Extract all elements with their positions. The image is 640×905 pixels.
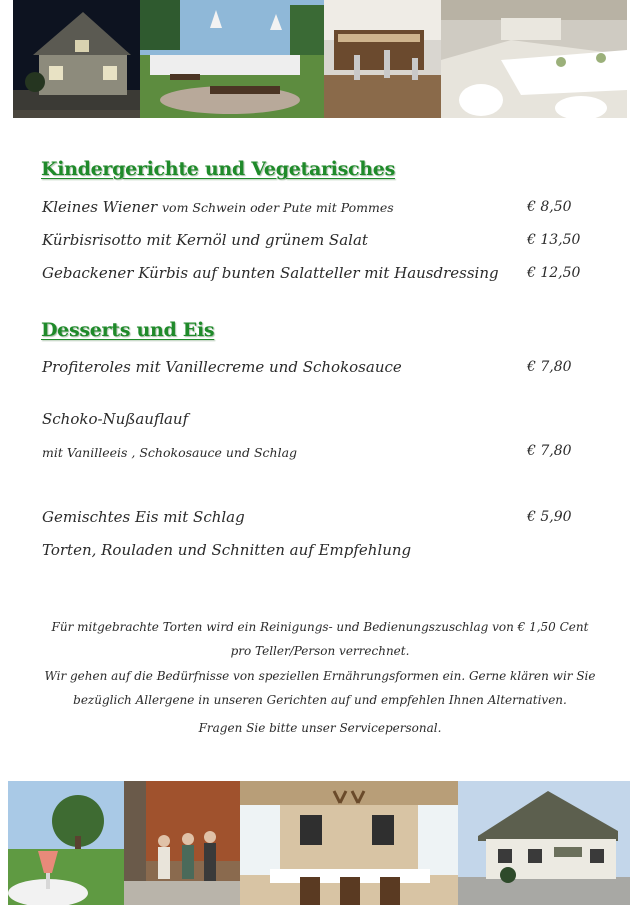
- menu-item-name: [42, 198, 394, 216]
- menu-item-detail: vom Schwein oder Pute mit Pommes: [162, 200, 394, 215]
- menu-item-name: Kürbisrisotto mit Kernöl und grünem Salat: [42, 231, 368, 249]
- photo-family-portrait: [124, 781, 240, 905]
- photo-bar-counter: [324, 0, 441, 118]
- note-surcharge: Für mitgebrachte Torten wird ein Reinigungs- und Bedienungszuschlag von € 1,50 Cent pro Teller/Person verrechnet.: [51, 620, 589, 658]
- menu-item-price: € 7,80: [527, 443, 572, 459]
- menu-item-name: Profiteroles mit Vanillecreme und Schokosauce: [42, 358, 402, 376]
- bottom-photo-strip: [8, 781, 630, 905]
- photo-garden-drink: [8, 781, 124, 905]
- photo-house-night: [13, 0, 140, 118]
- menu-item-price: € 12,50: [527, 265, 581, 281]
- menu-item-title: Kleines Wiener: [42, 198, 158, 216]
- menu-item-price: € 7,80: [527, 359, 572, 375]
- menu-item-name: Torten, Rouladen und Schnitten auf Empfehlung: [42, 541, 412, 559]
- photo-house-day: [458, 781, 630, 905]
- note-dietary: Wir gehen auf die Bedürfnisse von speziellen Ernährungsformen ein. Gerne klären wir Sie bezüglich Allergene in unseren Gerichten auf und empfehlen Ihnen Alternativen.: [44, 669, 596, 707]
- menu-item-name: Gebackener Kürbis auf bunten Salatteller mit Hausdressing: [42, 264, 499, 282]
- photo-dining-room: [240, 781, 458, 905]
- menu-item-name: Gemischtes Eis mit Schlag: [42, 508, 245, 526]
- note-staff: Fragen Sie bitte unser Servicepersonal.: [198, 721, 442, 735]
- menu-item-price: € 5,90: [527, 509, 572, 525]
- photo-garden-tables: [140, 0, 324, 118]
- menu-item-price: € 13,50: [527, 232, 581, 248]
- section-title-kids-vegetarian: Kindergerichte und Vegetarisches: [41, 158, 395, 180]
- photo-banquet-hall: [441, 0, 627, 118]
- top-photo-strip: [13, 0, 627, 118]
- section-title-desserts: Desserts und Eis: [41, 319, 215, 341]
- menu-item-name: Schoko-Nußauflauf: [42, 410, 189, 428]
- menu-item-detail: mit Vanilleeis , Schokosauce und Schlag: [42, 445, 298, 460]
- menu-item-price: € 8,50: [527, 199, 572, 215]
